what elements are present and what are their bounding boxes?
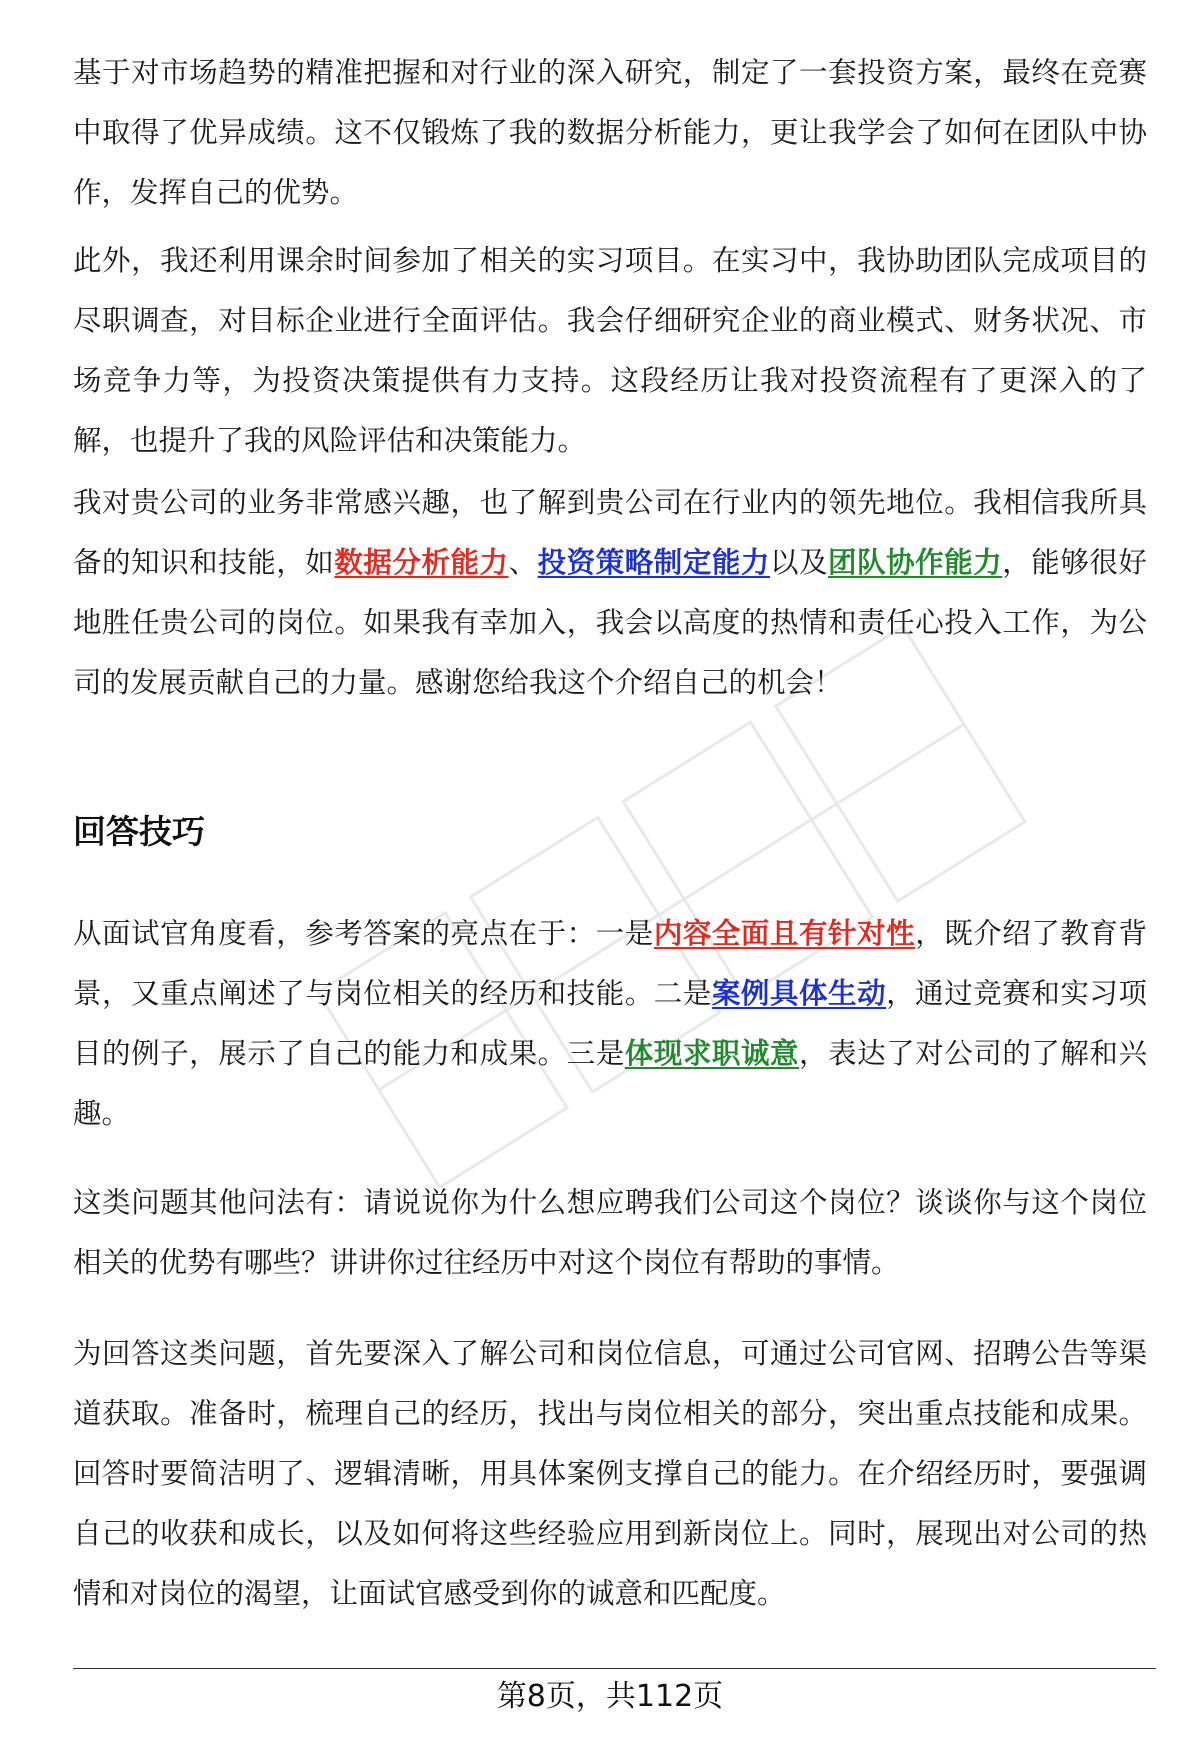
highlight-sincerity: 体现求职诚意 xyxy=(624,1037,800,1070)
paragraph-internship: 此外，我还利用课余时间参加了相关的实习项目。在实习中，我协助团队完成项目的尽职调查，对目标企业进行全面评估。我会仔细研究企业的商业模式、财务状况、市场竞争力等，为投资决策提供有力支持。这段经历让我对投资流程有了更深入的了解，也提升了我的风险评估和决策能力。 xyxy=(73,244,1147,457)
paragraph-text: ，表达了对公司的了解和兴趣。 xyxy=(73,1037,1147,1130)
paragraph-answer-method: 为回答这类问题，首先要深入了解公司和岗位信息，可通过公司官网、招聘公告等渠道获取。准备时，梳理自己的经历，找出与岗位相关的部分，突出重点技能和成果。回答时要简洁明了、逻辑清晰，用具体案例支撑自己的能力。在介绍经历时，要强调自己的收获和成长，以及如何将这些经验应用到新岗位上。同时，展现出对公司的热情和对岗位的渴望，让面试官感受到你的诚意和匹配度。 xyxy=(73,1337,1147,1610)
paragraph-text: 我对贵公司的业务非常感兴趣，也了解到贵公司在行业内的领先地位。我相信我所具备的知识和技能，如 xyxy=(73,486,1147,579)
paragraph-text: ，既介绍了教育背景，又重点阐述了与岗位相关的经历和技能。二是 xyxy=(73,917,1147,1010)
highlight-data-analysis: 数据分析能力 xyxy=(334,546,509,579)
paragraph-competition: 基于对市场趋势的精准把握和对行业的深入研究，制定了一套投资方案，最终在竞赛中取得了优异成绩。这不仅锻炼了我的数据分析能力，更让我学会了如何在团队中协作，发挥自己的优势。 xyxy=(73,56,1147,209)
page-number: 第8页，共112页 xyxy=(496,1679,724,1714)
section-heading: 回答技巧 xyxy=(73,812,205,851)
document-page xyxy=(73,0,1147,1755)
paragraph-highlights xyxy=(73,904,1147,1144)
paragraph-text: 以及 xyxy=(769,546,829,579)
paragraph-other-questions: 这类问题其他问法有：请说说你为什么想应聘我们公司这个岗位？谈谈你与这个岗位相关的优势有哪些？讲讲你过往经历中对这个岗位有帮助的事情。 xyxy=(73,1186,1147,1279)
highlight-comprehensive: 内容全面且有针对性 xyxy=(653,917,916,950)
paragraph-text: ，通过竞赛和实习项目的例子，展示了自己的能力和成果。三是 xyxy=(73,977,1147,1070)
paragraph-interest xyxy=(73,473,1147,713)
paragraph-text: ，能够很好地胜任贵公司的岗位。如果我有幸加入，我会以高度的热情和责任心投入工作，为公司的发展贡献自己的力量。感谢您给我这个介绍自己的机会！ xyxy=(73,546,1147,699)
highlight-teamwork: 团队协作能力 xyxy=(828,546,1003,579)
paragraph-text: 、 xyxy=(508,546,538,579)
footer-divider xyxy=(73,1668,1156,1669)
highlight-investment-strategy: 投资策略制定能力 xyxy=(537,546,770,579)
highlight-concrete-cases: 案例具体生动 xyxy=(711,977,887,1010)
paragraph-text: 从面试官角度看，参考答案的亮点在于：一是 xyxy=(73,917,654,950)
